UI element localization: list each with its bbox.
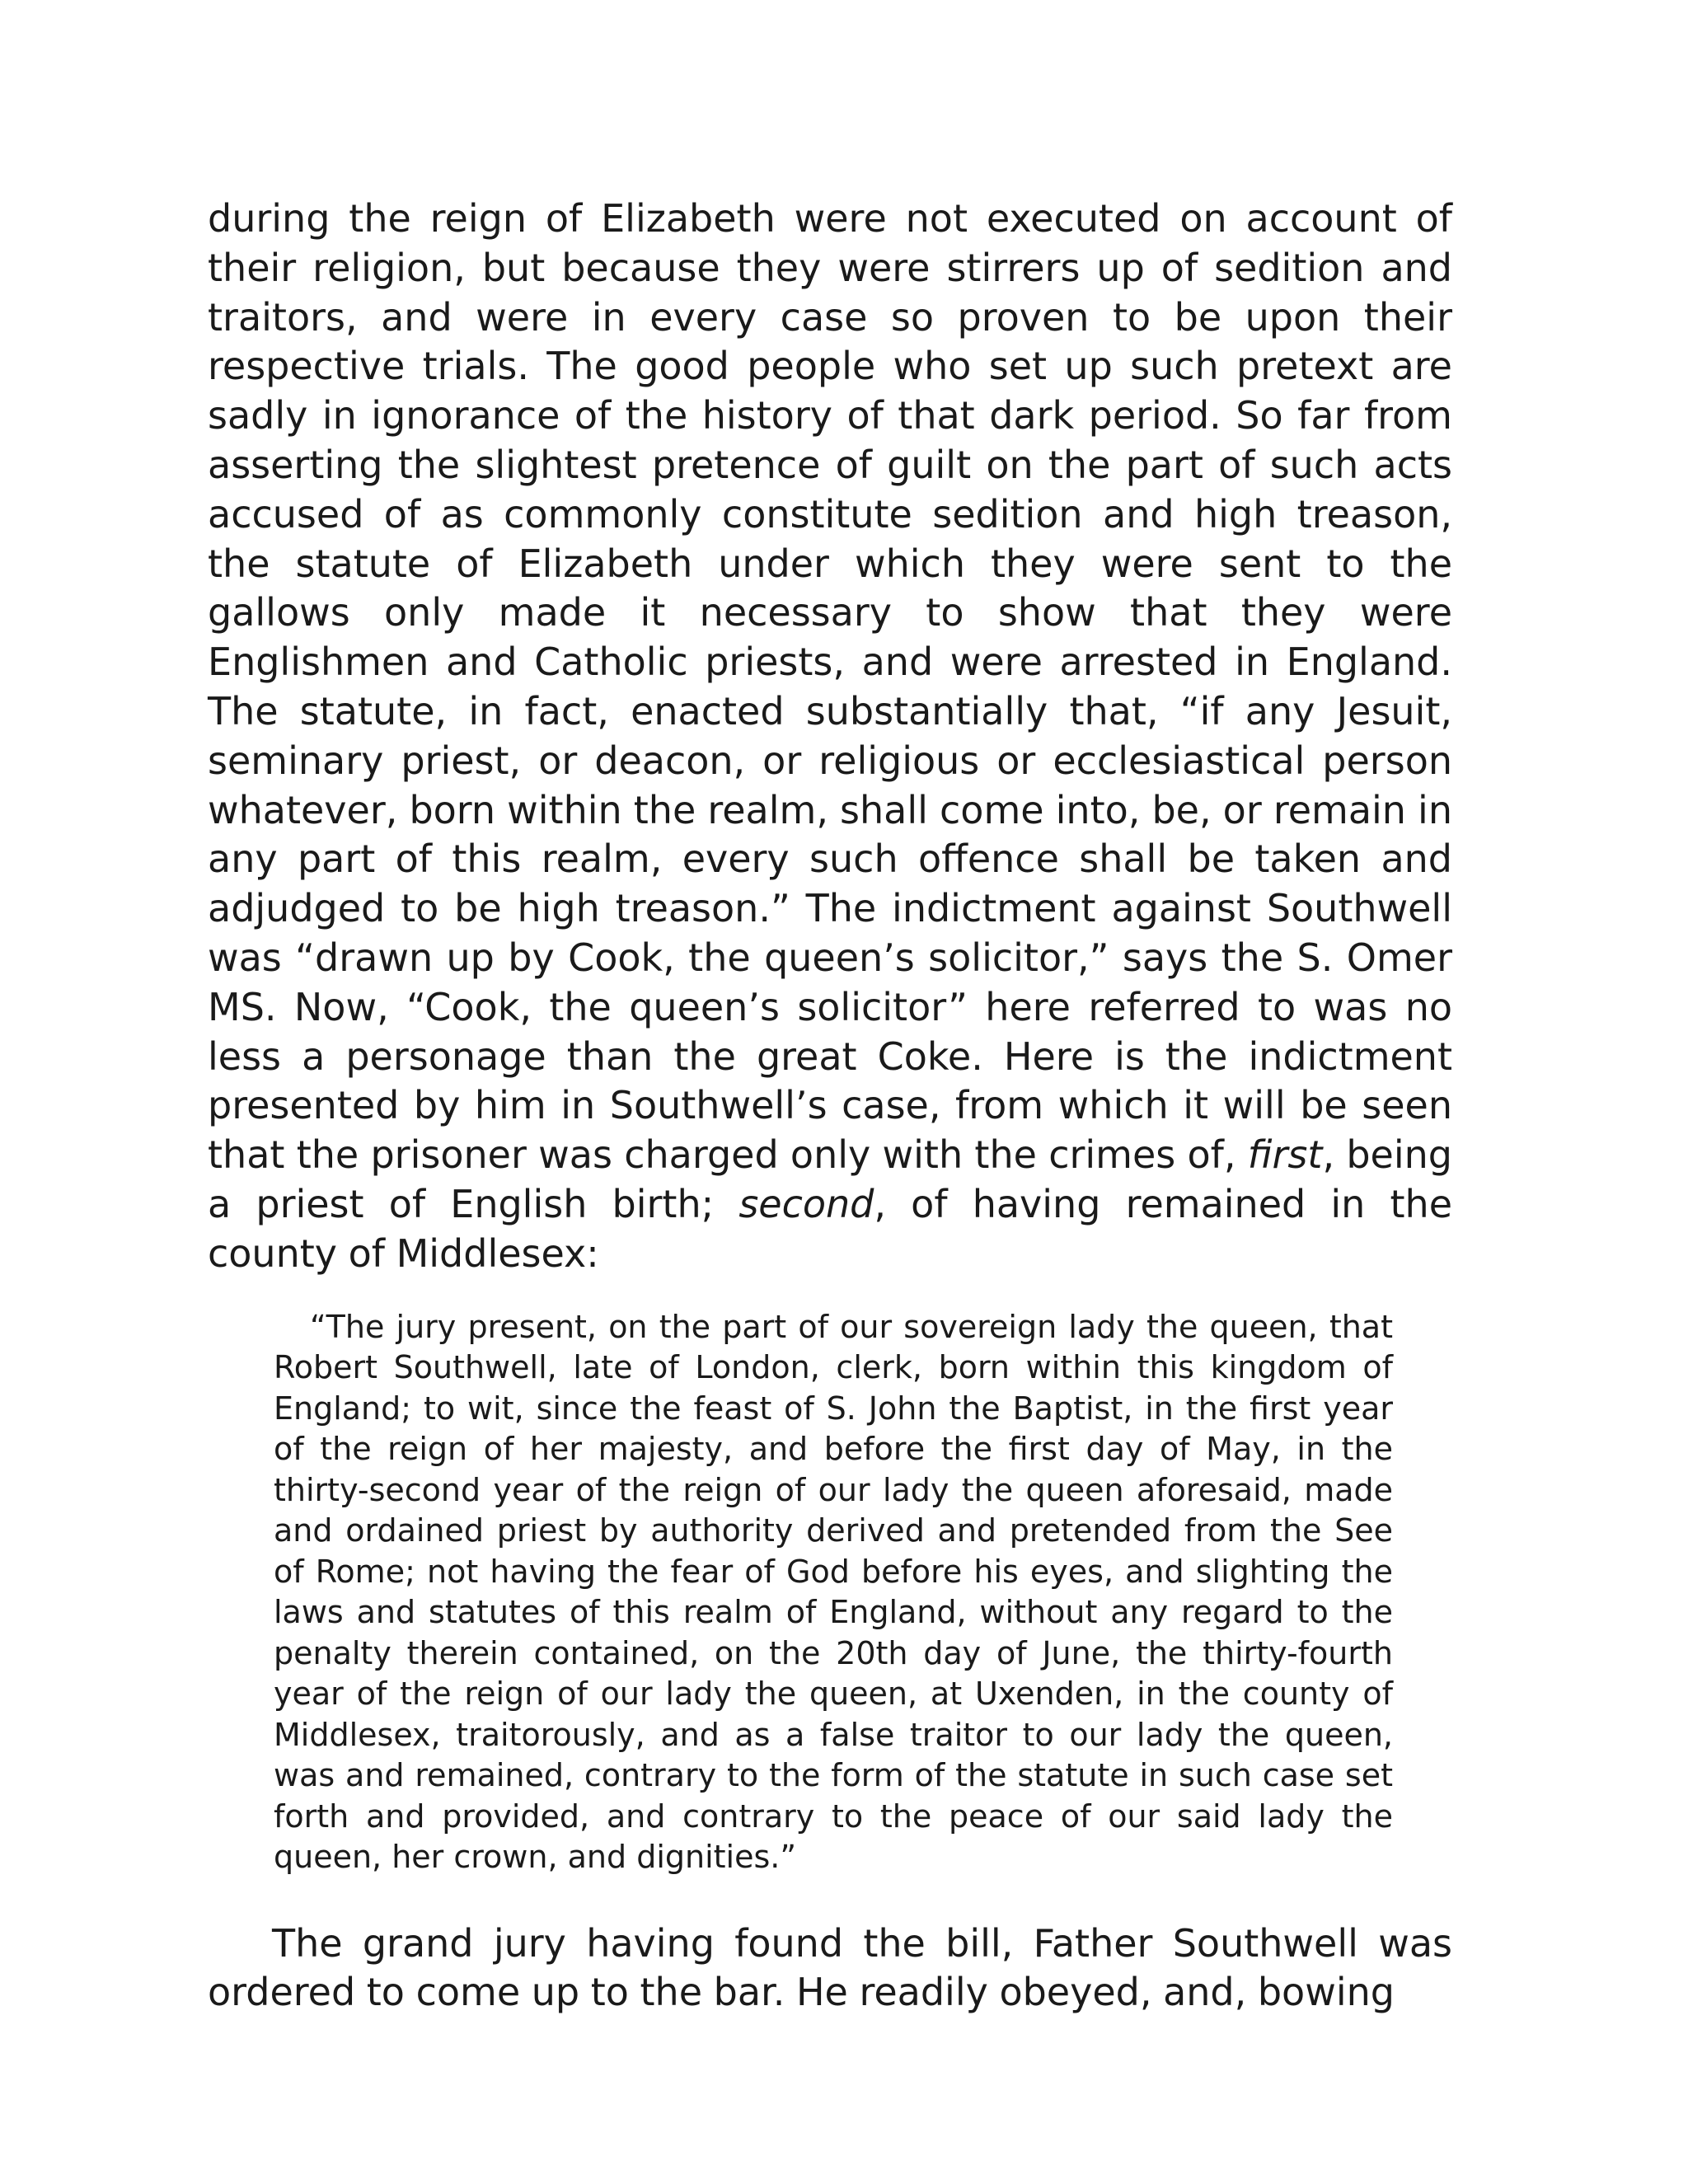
emphasis-second: second xyxy=(738,1181,874,1226)
paragraph-1-text: during the reign of Elizabeth were not executed on account of their religion, but because they were stirrers up of sedition and traitors, and were in every case so proven to be upon their respective trials. The good people who set up such pretext are sadly in ignorance of the history of that dark period. So far from asserting the slightest pretence of guilt on the part of such acts accused of as commonly constitute sedition and high treason, the statute of Elizabeth under which they were sent to the gallows only made it necessary to show that they were Englishmen and Catholic priests, and were arrested in England. The statute, in fact, enacted substantially that, “if any Jesuit, seminary priest, or deacon, or religious or ecclesiastical person whatever, born within the realm, shall come into, be, or remain in any part of this realm, every such offence shall be taken and adjudged to be high treason.” The indictment against Southwell was “drawn up by Cook, the queen’s solicitor,” says the S. Omer MS. Now, “Cook, the queen’s solicitor” here referred to was no less a personage than the great Coke. Here is the indictment presented by him in Southwell’s case, from which it will be seen that the prisoner was charged only with the crimes of, xyxy=(208,196,1452,1178)
indictment-block-quote: “The jury present, on the part of our sovereign lady the queen, that Robert Southwell, late of London, clerk, born within this kingdom of England; to wit, since the feast of S. John the Baptist, in the first year of the reign of her majesty, and before the first day of May, in the thirty-second year of the reign of our lady the queen aforesaid, made and ordained priest by authority derived and pretended from the See of Rome; not having the fear of God before his eyes, and slighting the laws and statutes of this realm of England, without any regard to the penalty therein contained, on the 20th day of June, the thirty-fourth year of the reign of our lady the queen, at Uxenden, in the county of Middlesex, traitorously, and as a false traitor to our lady the queen, was and remained, contrary to the form of the statute in such case set forth and provided, and contrary to the peace of our said lady the queen, her crown, and dignities.” xyxy=(274,1308,1393,1876)
paragraph-1-text-3: , of having remained in the county of Middlesex: xyxy=(208,1181,1452,1276)
body-paragraph-1 xyxy=(208,194,1452,1279)
body-paragraph-2: The grand jury having found the bill, Father Southwell was ordered to come up to the bar. He readily obeyed, and, bowing xyxy=(208,1920,1452,2015)
emphasis-first: first xyxy=(1247,1132,1323,1178)
paragraph-1-text-2: , being a priest of English birth; xyxy=(208,1132,1452,1226)
document-page xyxy=(208,194,1452,2018)
